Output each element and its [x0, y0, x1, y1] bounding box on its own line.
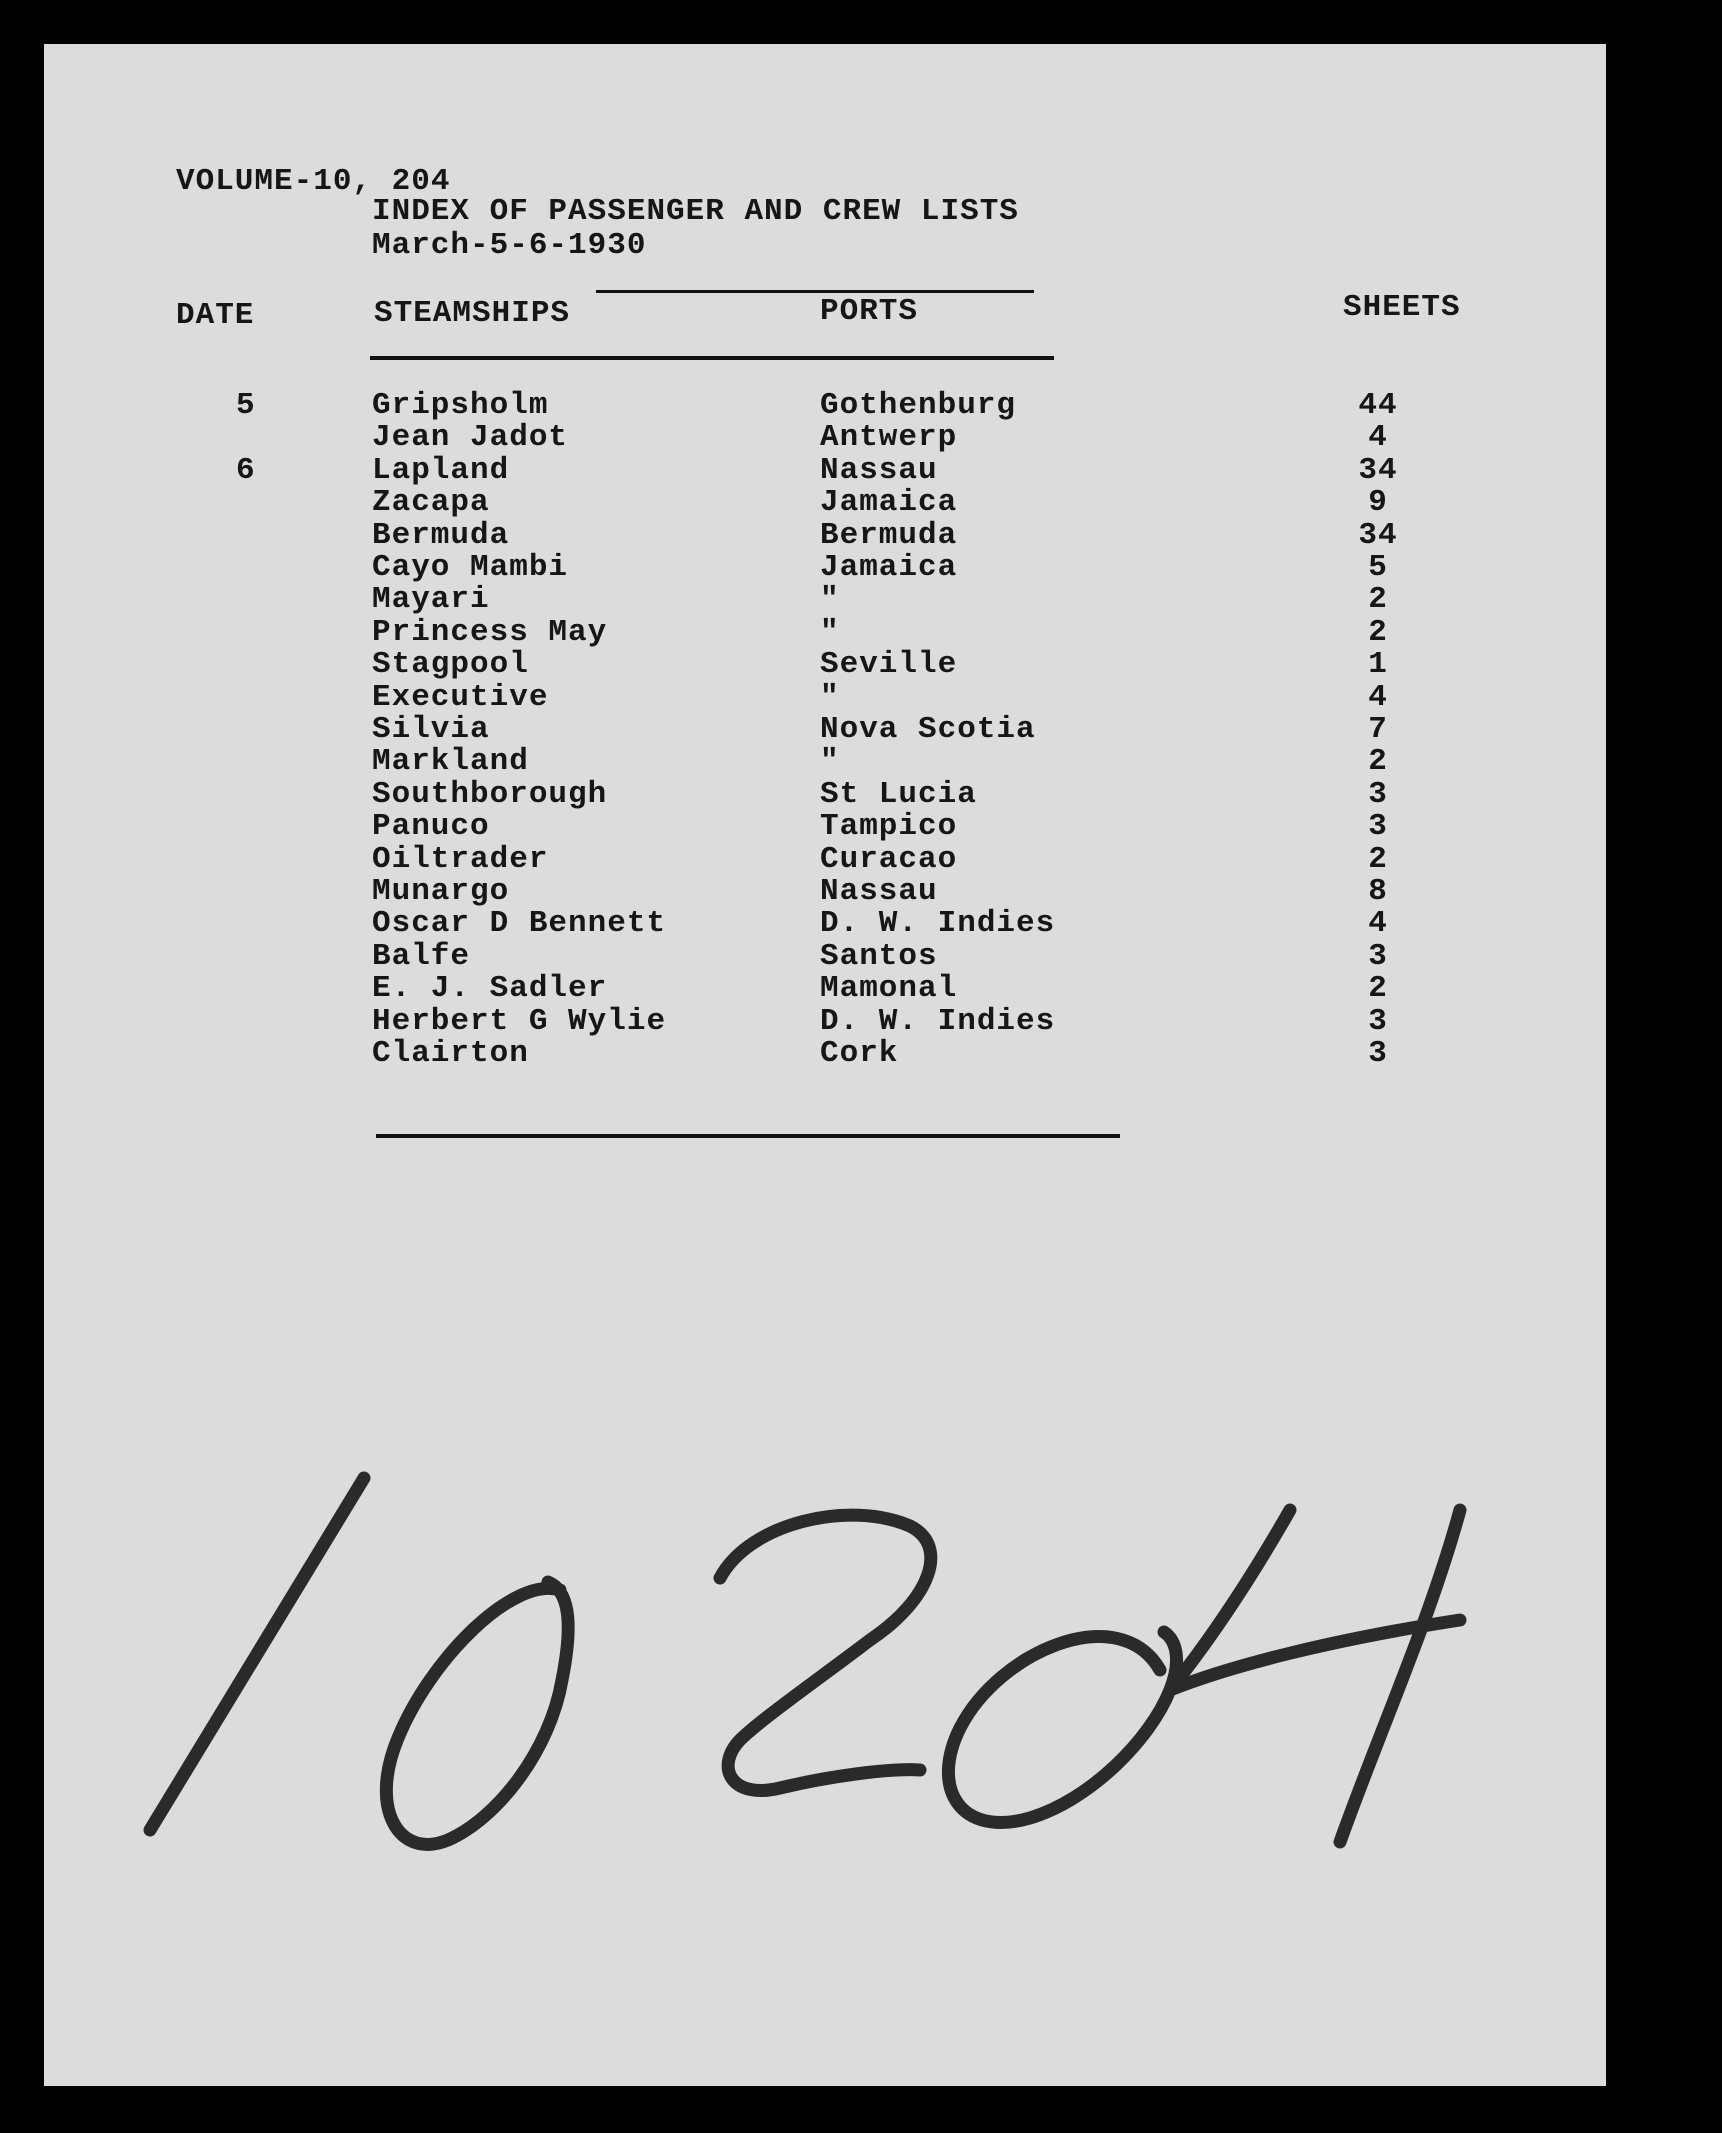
row-sheets: 9 — [1368, 485, 1388, 521]
row-sheets: 3 — [1368, 809, 1388, 845]
table-row — [0, 1038, 1722, 1070]
row-sheets: 44 — [1358, 388, 1398, 423]
row-sheets: 3 — [1368, 776, 1388, 812]
row-steamship: Jean Jadot — [372, 420, 569, 456]
header-ports: PORTS — [820, 294, 919, 329]
table-row — [0, 714, 1722, 746]
row-port: Antwerp — [820, 420, 958, 456]
table-row — [0, 422, 1722, 454]
row-steamship: Panuco — [372, 809, 490, 845]
row-steamship: Oscar D Bennett — [372, 906, 667, 942]
row-port: Nassau — [820, 874, 938, 909]
row-sheets: 4 — [1368, 420, 1388, 456]
table-row — [0, 487, 1722, 519]
row-sheets: 3 — [1368, 1003, 1388, 1039]
row-sheets: 2 — [1368, 582, 1388, 618]
row-steamship: Clairton — [372, 1036, 529, 1071]
row-steamship: Cayo Mambi — [372, 550, 569, 585]
header-date: DATE — [176, 298, 255, 333]
volume-label: VOLUME-10, 204 — [176, 164, 451, 199]
row-port: D. W. Indies — [820, 906, 1056, 942]
row-sheets: 3 — [1368, 938, 1388, 974]
row-port: Seville — [820, 647, 958, 683]
row-steamship: E. J. Sadler — [372, 971, 608, 1007]
row-port: Cork — [820, 1036, 899, 1071]
table-row — [0, 776, 1722, 812]
digit-0-second — [948, 1632, 1176, 1822]
table-row — [0, 584, 1722, 616]
row-port: " — [820, 614, 840, 650]
table-row — [0, 679, 1722, 715]
digit-0-first — [386, 1582, 568, 1844]
row-port: Jamaica — [820, 550, 958, 585]
table-row — [0, 552, 1722, 584]
row-sheets: 2 — [1368, 744, 1388, 780]
row-steamship: Executive — [372, 679, 549, 715]
document-title: INDEX OF PASSENGER AND CREW LISTS — [372, 194, 1019, 229]
row-port: Mamonal — [820, 971, 958, 1007]
row-steamship: Princess May — [372, 614, 608, 650]
row-steamship: Southborough — [372, 776, 608, 812]
row-sheets: 2 — [1368, 614, 1388, 650]
row-port: " — [820, 582, 840, 618]
row-port: Tampico — [820, 809, 958, 845]
row-port: " — [820, 744, 840, 780]
table-row — [0, 876, 1722, 908]
row-sheets: 1 — [1368, 647, 1388, 683]
table-row — [0, 390, 1722, 422]
row-sheets: 3 — [1368, 1036, 1388, 1071]
handwritten-number — [130, 1470, 1610, 1900]
row-date: 6 — [236, 452, 256, 488]
row-sheets: 2 — [1368, 971, 1388, 1007]
row-steamship: Oiltrader — [372, 841, 549, 877]
row-port: Bermuda — [820, 517, 958, 553]
row-sheets: 7 — [1368, 712, 1388, 747]
rule-top — [596, 290, 1034, 293]
row-steamship: Munargo — [372, 874, 510, 909]
row-steamship: Zacapa — [372, 485, 490, 521]
rule-bottom — [376, 1134, 1120, 1138]
row-port: St Lucia — [820, 776, 977, 812]
table-row — [0, 1003, 1722, 1039]
row-steamship: Markland — [372, 744, 529, 780]
row-steamship: Lapland — [372, 452, 510, 488]
row-port: Santos — [820, 938, 938, 974]
row-port: Jamaica — [820, 485, 958, 521]
row-steamship: Stagpool — [372, 647, 529, 683]
row-sheets: 4 — [1368, 679, 1388, 715]
date-range: March-5-6-1930 — [372, 228, 647, 263]
row-steamship: Balfe — [372, 938, 471, 974]
row-sheets: 4 — [1368, 906, 1388, 942]
row-port: " — [820, 679, 840, 715]
row-port: Nova Scotia — [820, 712, 1036, 747]
row-steamship: Herbert G Wylie — [372, 1003, 667, 1039]
table-row — [0, 908, 1722, 940]
row-steamship: Mayari — [372, 582, 490, 618]
row-sheets: 34 — [1358, 517, 1398, 553]
table-row — [0, 811, 1722, 843]
row-sheets: 5 — [1368, 550, 1388, 585]
row-steamship: Bermuda — [372, 517, 510, 553]
table-row — [0, 746, 1722, 778]
handwritten-number-text: 10204 — [130, 1470, 134, 1471]
digit-2 — [720, 1515, 931, 1790]
rule-header — [370, 356, 1054, 360]
row-port: Curacao — [820, 841, 958, 877]
table-row — [0, 938, 1722, 974]
table-row — [0, 614, 1722, 650]
row-sheets: 8 — [1368, 874, 1388, 909]
row-sheets: 2 — [1368, 841, 1388, 877]
table-row — [0, 452, 1722, 488]
row-date: 5 — [236, 388, 256, 423]
row-port: Gothenburg — [820, 388, 1017, 423]
table-row — [0, 973, 1722, 1005]
row-steamship: Gripsholm — [372, 388, 549, 423]
digit-1 — [150, 1478, 364, 1830]
table-row — [0, 841, 1722, 877]
table-row — [0, 517, 1722, 553]
digit-4 — [1170, 1510, 1460, 1842]
row-sheets: 34 — [1358, 452, 1398, 488]
row-port: Nassau — [820, 452, 938, 488]
header-sheets: SHEETS — [1343, 290, 1461, 325]
row-port: D. W. Indies — [820, 1003, 1056, 1039]
table-row — [0, 649, 1722, 681]
row-steamship: Silvia — [372, 712, 490, 747]
header-steamships: STEAMSHIPS — [374, 296, 571, 331]
